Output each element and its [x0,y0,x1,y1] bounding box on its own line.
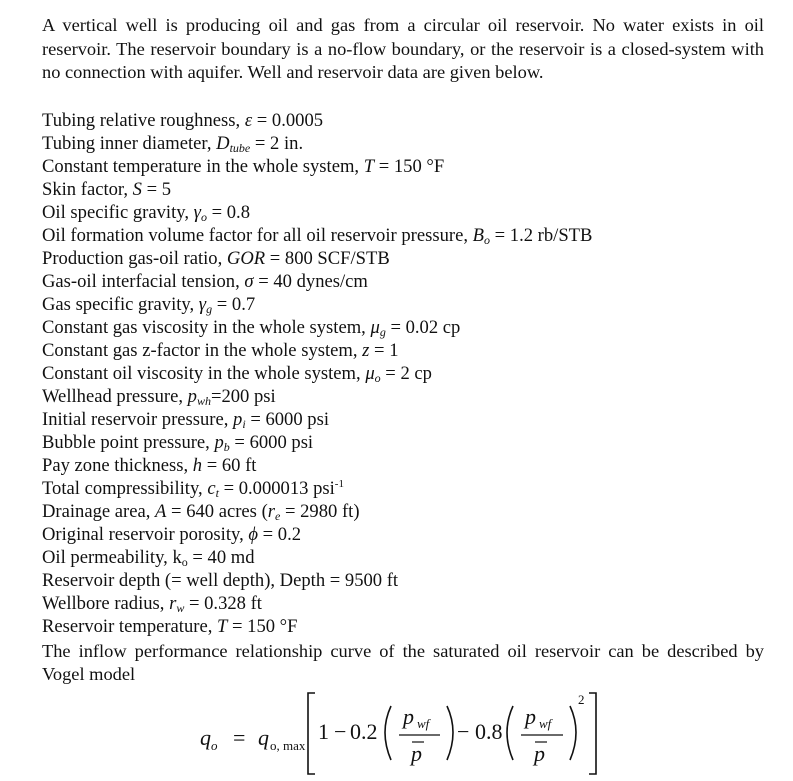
item-value: = 150 °F [374,156,445,177]
item-sym: μ [365,363,375,384]
eq-lhs: q [200,725,211,750]
eq-coef-2: 0.8 [475,719,503,744]
item-label: Constant gas z-factor in the whole system, [42,340,363,361]
item-value: = 0.02 cp [385,317,461,338]
item-sub: i [242,417,246,431]
item-value: = 2 cp [380,363,432,384]
data-item [42,385,782,408]
frac2-num-sub: wf [539,716,552,731]
item-sym: h [192,455,203,476]
item-sym: c [207,478,216,499]
item-value: = 0.328 ft [184,593,262,614]
item-label: Tubing relative roughness, [42,110,245,131]
data-item [42,592,782,615]
data-item [42,155,782,178]
paren-close-1 [447,706,453,760]
data-item [42,523,782,546]
frac1-den: p [411,741,422,766]
right-bracket [589,693,596,774]
item-sub: b [223,440,230,454]
item-sym: γ [193,202,201,223]
data-item [42,615,782,638]
data-item [42,339,782,362]
intro-paragraph: A vertical well is producing oil and gas from a circular oil reservoir. No water exists in oil reservoir. The reservoir boundary is a no-flow boundary, or the reservoir is a closed-system with no connection with aquifer. Well and reservoir data are given below. [42,15,764,82]
eq-power: 2 [578,692,585,707]
data-item [42,500,782,523]
item-value: = 0.7 [212,294,256,315]
item-sym: μ [370,317,380,338]
item-sym: γ [198,294,207,315]
item-label: Constant temperature in the whole system, [42,156,364,177]
frac2-num: p [525,704,536,729]
item-label: Oil permeability, k [42,547,182,568]
item-sub: o [374,371,381,385]
data-item [42,178,782,201]
eq-equals: = [233,725,246,750]
data-item [42,224,782,247]
vogel-equation [195,686,615,781]
item-label: Gas specific gravity, [42,294,199,315]
item-value: = 1.2 rb/STB [489,225,593,246]
item-sub: t [215,486,219,500]
item-value: = 0.000013 psi [218,478,335,499]
item-sym: GOR [226,248,266,269]
item-value: = 640 acres ( [166,501,268,522]
paren-open-2 [507,706,513,760]
item-sub: wh [196,394,211,408]
item-label: Oil formation volume factor for all oil reservoir pressure, [42,225,473,246]
item-value: = 2 in. [250,133,304,154]
data-item [42,293,782,316]
item-sym: z [362,340,370,361]
item-label: Skin factor, [42,179,133,200]
item-label: Total compressibility, [42,478,208,499]
item-value: = 40 md [187,547,255,568]
item-sub: w [176,601,185,615]
item-sym: T [363,156,375,177]
item-value: = 1 [369,340,399,361]
item-label: Initial reservoir pressure, [42,409,234,430]
data-item [42,546,782,569]
item-sym: B [472,225,484,246]
data-item [42,477,782,500]
item-sub2: e [275,509,281,523]
item-sym: D [216,133,230,154]
data-item [42,569,782,592]
item-value: = 0.2 [258,524,302,545]
item-sub: o [483,233,490,247]
left-bracket [308,693,315,774]
item-sym: p [187,386,197,407]
item-sym2: r [267,501,276,522]
item-sub: g [206,302,213,316]
item-sym: T [217,616,228,637]
data-item [42,362,782,385]
data-list [42,109,782,638]
item-sup: -1 [334,478,344,490]
eq-lhs-sub: o [211,738,218,753]
eq-qmax-sub: o, max [270,738,306,753]
vogel-description: The inflow performance relationship curve of the saturated oil reservoir can be described by Vogel model [42,641,764,684]
item-label: Reservoir depth (= well depth), Depth = 9500 ft [42,570,399,591]
item-value: = 5 [141,179,172,200]
item-value: = 150 °F [227,616,298,637]
item-value: = 0.8 [206,202,250,223]
data-item [42,247,782,270]
item-sym: p [233,409,243,430]
item-value: = 6000 psi [229,432,314,453]
data-item [42,454,782,477]
item-sub: o [181,555,188,569]
item-sub: g [379,325,386,339]
data-item [42,132,782,155]
eq-minus-1: − [334,719,347,744]
item-sym: A [155,501,167,522]
item-value: =200 psi [210,386,276,407]
data-item [42,201,782,224]
data-item [42,109,782,132]
frac2-den: p [534,741,545,766]
data-item [42,431,782,454]
item-label: Original reservoir porosity, [42,524,249,545]
data-item [42,270,782,293]
item-after: = 2980 ft) [280,501,360,522]
item-label: Constant oil viscosity in the whole system, [42,363,366,384]
item-label: Wellbore radius, [42,593,170,614]
item-sub: tube [229,141,251,155]
item-value: = 40 dynes/cm [253,271,368,292]
item-label: Oil specific gravity, [42,202,194,223]
eq-one: 1 [318,719,329,744]
frac1-num-sub: wf [417,716,430,731]
item-label: Bubble point pressure, [42,432,215,453]
paren-open-1 [385,706,391,760]
paren-close-2 [570,706,576,760]
item-label: Reservoir temperature, [42,616,218,637]
item-sym: S [132,179,142,200]
frac1-num: p [403,704,414,729]
eq-minus-2: − [457,719,470,744]
item-value: = 0.0005 [252,110,324,131]
item-label: Production gas-oil ratio, [42,248,227,269]
item-label: Tubing inner diameter, [42,133,217,154]
item-value: = 6000 psi [245,409,329,430]
item-label: Pay zone thickness, [42,455,193,476]
item-sym: σ [244,271,254,292]
item-label: Constant gas viscosity in the whole system, [42,317,371,338]
data-item [42,316,782,339]
item-label: Gas-oil interfacial tension, [42,271,245,292]
item-label: Drainage area, [42,501,156,522]
data-item [42,408,782,431]
item-sym: p [214,432,224,453]
eq-qmax: q [258,725,269,750]
eq-coef-1: 0.2 [350,719,378,744]
item-value: = 800 SCF/STB [265,248,390,269]
item-sym: ϕ [248,524,258,545]
item-value: = 60 ft [202,455,257,476]
item-sym: r [169,593,177,614]
item-label: Wellhead pressure, [42,386,188,407]
item-sym: ε [244,110,253,131]
item-sub: o [200,210,207,224]
